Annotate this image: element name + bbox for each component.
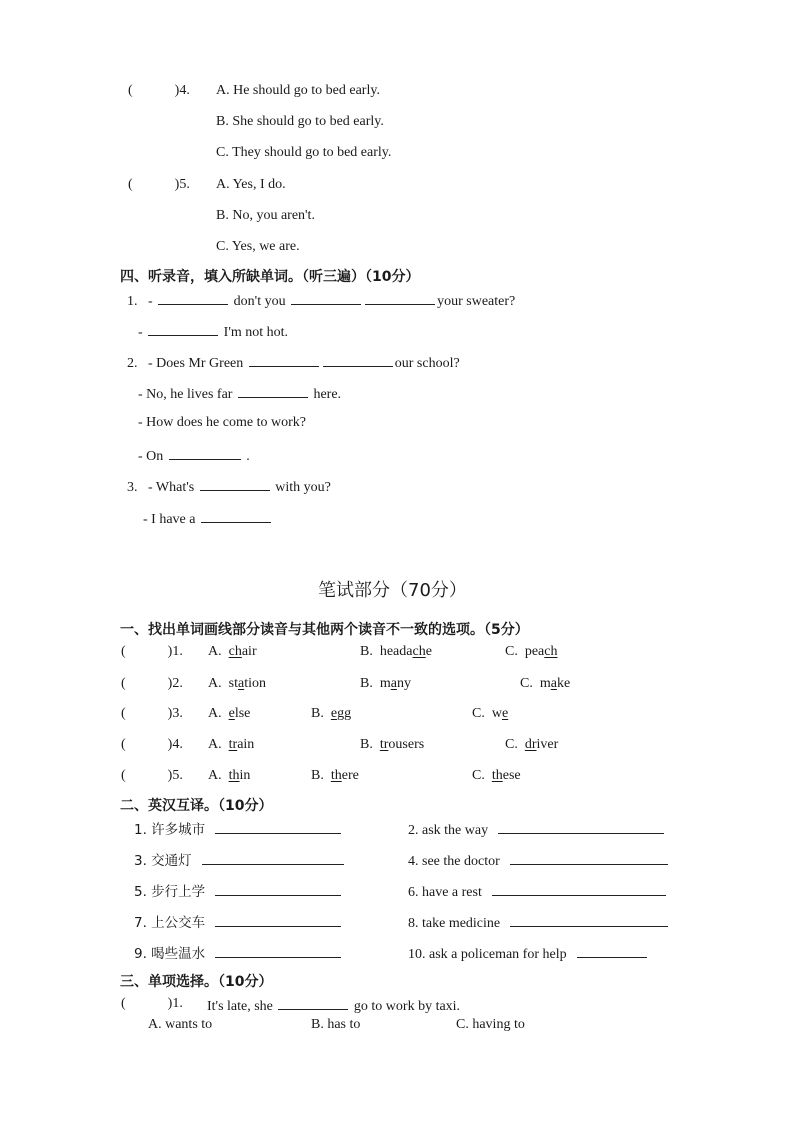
s1-item-1-a: A. chair bbox=[208, 644, 257, 659]
written-section-1-heading: 一、找出单词画线部分读音与其他两个读音不一致的选项。（5分） bbox=[120, 622, 529, 638]
text: here. bbox=[309, 387, 342, 402]
s1-item-4-a: A. train bbox=[208, 737, 255, 752]
fill-blank[interactable] bbox=[492, 881, 666, 896]
l2c-line: - How does he come to work? bbox=[138, 415, 306, 430]
text: I'm not hot. bbox=[220, 325, 289, 340]
l2-line bbox=[127, 352, 460, 373]
s1-item-1-c: C. peach bbox=[505, 644, 558, 659]
text: - On bbox=[138, 449, 167, 464]
q4-option-a: A. He should go to bed early. bbox=[216, 83, 380, 98]
item-number: 3. bbox=[127, 480, 138, 495]
l1b-line bbox=[138, 321, 288, 342]
written-part-title: 笔试部分（70分） bbox=[318, 580, 467, 601]
fill-blank[interactable] bbox=[498, 819, 664, 834]
s1-item-4-c: C. driver bbox=[505, 737, 559, 752]
s1-item-3-c: C. we bbox=[472, 706, 509, 721]
translate-item-6: 6. have a rest bbox=[408, 881, 668, 902]
s1-item-2-paren: ( )2. bbox=[121, 676, 183, 691]
l2d-line bbox=[138, 445, 250, 466]
fill-blank[interactable] bbox=[148, 321, 218, 336]
item-number: 1. bbox=[127, 294, 138, 309]
q5-option-c: C. Yes, we are. bbox=[216, 239, 300, 254]
q4-option-c: C. They should go to bed early. bbox=[216, 145, 392, 160]
s1-item-3-a: A. else bbox=[208, 706, 251, 721]
fill-blank[interactable] bbox=[202, 850, 344, 865]
fill-blank[interactable] bbox=[238, 383, 308, 398]
fill-blank[interactable] bbox=[323, 352, 393, 367]
fill-blank[interactable] bbox=[169, 445, 241, 460]
choice-q1-stem: It's late, she go to work by taxi. bbox=[207, 995, 460, 1016]
fill-blank[interactable] bbox=[291, 290, 361, 305]
s1-item-5-paren: ( )5. bbox=[121, 768, 183, 783]
translate-item-4: 4. see the doctor bbox=[408, 850, 670, 871]
paren-q5: ( )5. bbox=[128, 177, 190, 192]
translate-item-9: 9. 喝些温水 bbox=[134, 943, 343, 963]
l3b-line bbox=[143, 508, 273, 529]
fill-blank[interactable] bbox=[510, 912, 668, 927]
written-section-3-heading: 三、单项选择。（10分） bbox=[120, 974, 273, 990]
fill-blank[interactable] bbox=[158, 290, 228, 305]
text: - I have a bbox=[143, 512, 199, 527]
fill-blank[interactable] bbox=[278, 995, 348, 1010]
text: - What's bbox=[148, 480, 198, 495]
text: - bbox=[138, 325, 147, 340]
translate-item-1: 1. 许多城市 bbox=[134, 819, 343, 839]
section-4-heading: 四、听录音，填入所缺单词。（听三遍）（10分） bbox=[120, 269, 420, 285]
s1-item-2-c: C. make bbox=[520, 676, 571, 691]
choice-q1-option-a: A. wants to bbox=[148, 1017, 213, 1032]
text: don't you bbox=[230, 294, 290, 309]
translate-item-10: 10. ask a policeman for help bbox=[408, 943, 649, 964]
fill-blank[interactable] bbox=[200, 476, 270, 491]
fill-blank[interactable] bbox=[215, 881, 341, 896]
item-number: 2. bbox=[127, 356, 138, 371]
translate-item-3: 3. 交通灯 bbox=[134, 850, 346, 870]
text: with you? bbox=[271, 480, 331, 495]
l2b-line bbox=[138, 383, 341, 404]
text: - No, he lives far bbox=[138, 387, 236, 402]
translate-item-5: 5. 步行上学 bbox=[134, 881, 343, 901]
text: . bbox=[242, 449, 250, 464]
fill-blank[interactable] bbox=[215, 943, 341, 958]
fill-blank[interactable] bbox=[577, 943, 647, 958]
q4-option-b: B. She should go to bed early. bbox=[216, 114, 384, 129]
fill-blank[interactable] bbox=[201, 508, 271, 523]
s1-item-2-a: A. station bbox=[208, 676, 266, 691]
q5-option-a: A. Yes, I do. bbox=[216, 177, 286, 192]
text: - Does Mr Green bbox=[148, 356, 247, 371]
l3-line bbox=[127, 476, 331, 497]
s1-item-1-b: B. headache bbox=[360, 644, 432, 659]
fill-blank[interactable] bbox=[365, 290, 435, 305]
translate-item-2: 2. ask the way bbox=[408, 819, 666, 840]
l1-line bbox=[127, 290, 515, 311]
fill-blank[interactable] bbox=[510, 850, 668, 865]
q5-option-b: B. No, you aren't. bbox=[216, 208, 315, 223]
s1-item-5-b: B. there bbox=[311, 768, 359, 783]
s1-item-3-paren: ( )3. bbox=[121, 706, 183, 721]
fill-blank[interactable] bbox=[215, 819, 341, 834]
choice-q1-paren: ( )1. bbox=[121, 996, 183, 1011]
text: - bbox=[148, 294, 157, 309]
written-section-2-heading: 二、英汉互译。（10分） bbox=[120, 798, 273, 814]
choice-q1-option-c: C. having to bbox=[456, 1017, 525, 1032]
translate-item-7: 7. 上公交车 bbox=[134, 912, 343, 932]
fill-blank[interactable] bbox=[249, 352, 319, 367]
choice-q1-option-b: B. has to bbox=[311, 1017, 361, 1032]
text: our school? bbox=[394, 356, 460, 371]
s1-item-4-b: B. trousers bbox=[360, 737, 425, 752]
s1-item-1-paren: ( )1. bbox=[121, 644, 183, 659]
s1-item-5-c: C. these bbox=[472, 768, 521, 783]
s1-item-5-a: A. thin bbox=[208, 768, 251, 783]
s1-item-2-b: B. many bbox=[360, 676, 411, 691]
fill-blank[interactable] bbox=[215, 912, 341, 927]
s1-item-3-b: B. egg bbox=[311, 706, 352, 721]
text: your sweater? bbox=[437, 294, 516, 309]
s1-item-4-paren: ( )4. bbox=[121, 737, 183, 752]
paren-q4: ( )4. bbox=[128, 83, 190, 98]
translate-item-8: 8. take medicine bbox=[408, 912, 670, 933]
